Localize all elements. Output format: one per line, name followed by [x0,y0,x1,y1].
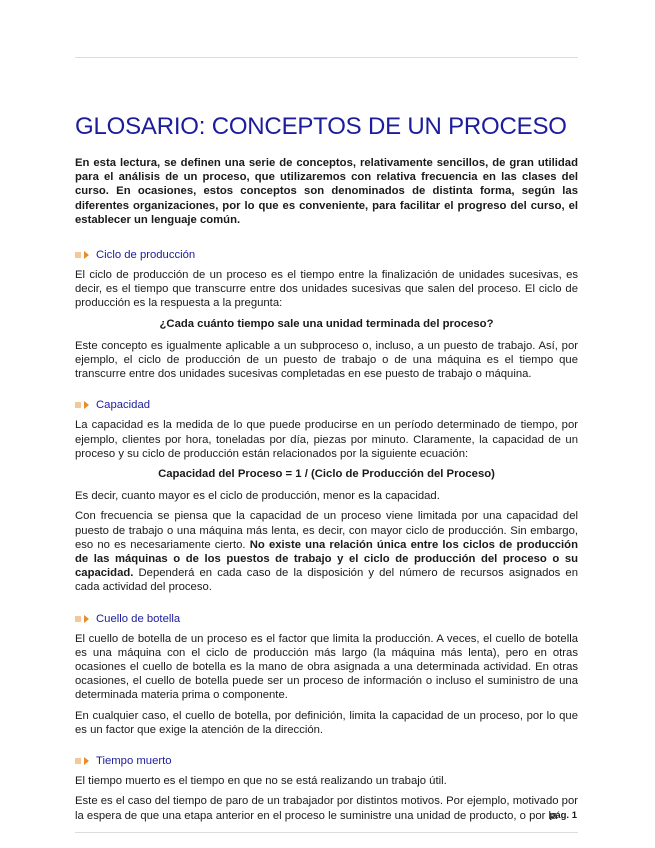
paragraph: El tiempo muerto es el tiempo en que no se está realizando un trabajo útil. [75,775,447,788]
square-bullet-icon [75,758,81,764]
document-body [75,112,578,829]
header-rule [75,57,578,58]
section-title: Capacidad [96,399,151,412]
arrow-bullet-icon [84,757,89,765]
section-heading-ciclo [75,247,578,263]
section-title: Cuello de botella [96,612,181,625]
arrow-bullet-icon [84,615,89,623]
bold-statement: No existe una relación única entre los ciclos de producción de las máquinas o de los puestos de trabajo y el ciclo de producción del proceso o su capacidad. [75,538,578,580]
paragraph: El ciclo de producción de un proceso es el tiempo entre la finalización de unidades sucesivas, es decir, es el tiempo que transcurre entre dos unidades sucesivas que salen del proceso. El ciclo de producción es la respuesta a la pregunta: [75,269,578,310]
arrow-bullet-icon [84,401,89,409]
paragraph: El cuello de botella de un proceso es el factor que limita la producción. A veces, el cuello de botella es una máquina con el ciclo de producción más largo (la máquina más lenta), pero en otras ocasiones el cuello de botella es la mano de obra asignada a una determinada actividad. En otras ocasiones, el cuello de botella puede ser un proceso de información o incluso el suministro de una determinada materia prima o componente. [75,632,578,702]
intro-paragraph: En esta lectura, se definen una serie de conceptos, relativamente sencillos, de gran utilidad para el análisis de un proceso, que utilizaremos con relativa frecuencia en las clases del curso. En ocasiones, estos conceptos son denominados de distinta forma, según las diferentes organizaciones, por lo que es conveniente, para facilitar el progreso del curso, el establecer un lenguaje común. [75,157,578,226]
text-run: Con frecuencia se piensa que la capacidad de un proceso viene limitada por una capacidad del puesto de trabajo o una máquina más lenta, es decir, con mayor ciclo de producción. Sin embargo, eso no es necesariamente cierto. [75,510,578,551]
paragraph: Es decir, cuanto mayor es el ciclo de producción, menor es la capacidad. [75,490,440,503]
paragraph: Este es el caso del tiempo de paro de un trabajador por distintos motivos. Por ejemplo, motivado por la espera de que una etapa anterior en el proceso le suministre una unidad de producto, o por la [75,795,578,822]
square-bullet-icon [75,616,81,622]
section-heading-capacidad [75,397,578,413]
text-run: Dependerá en cada caso de la disposición y del número de recursos asignados en cada actividad del proceso. [75,567,578,594]
paragraph: La capacidad es la medida de lo que puede producirse en un período determinado de tiempo, por ejemplo, clientes por hora, toneladas por día, piezas por minuto. Claramente, la capacidad de un proceso y su ciclo de producción están relacionados por la siguiente ecuación: [75,419,578,460]
paragraph [75,509,578,594]
paragraph: Este concepto es igualmente aplicable a un subproceso o, incluso, a un puesto de trabajo. Así, por ejemplo, el ciclo de producción de un puesto de trabajo o de una máquina es el tiempo que transcurre entre dos unidades sucesivas completadas en ese puesto de trabajo o máquina. [75,339,578,381]
equation: Capacidad del Proceso = 1 / (Ciclo de Producción del Proceso) [158,468,495,481]
square-bullet-icon [75,252,81,258]
section-title: Tiempo muerto [96,755,172,768]
square-bullet-icon [75,402,81,408]
page-title: GLOSARIO: CONCEPTOS DE UN PROCESO [75,113,567,140]
paragraph: En cualquier caso, el cuello de botella, por definición, limita la capacidad de un proceso, por lo que es un factor que exige la atención de la dirección. [75,709,578,736]
section-title: Ciclo de producción [96,249,196,262]
page-number: pág. 1 [549,810,577,821]
section-heading-cuello [75,611,578,627]
arrow-bullet-icon [84,251,89,259]
footer-rule [75,832,578,833]
section-heading-muerto [75,753,578,769]
key-question: ¿Cada cuánto tiempo sale una unidad terminada del proceso? [159,317,494,330]
